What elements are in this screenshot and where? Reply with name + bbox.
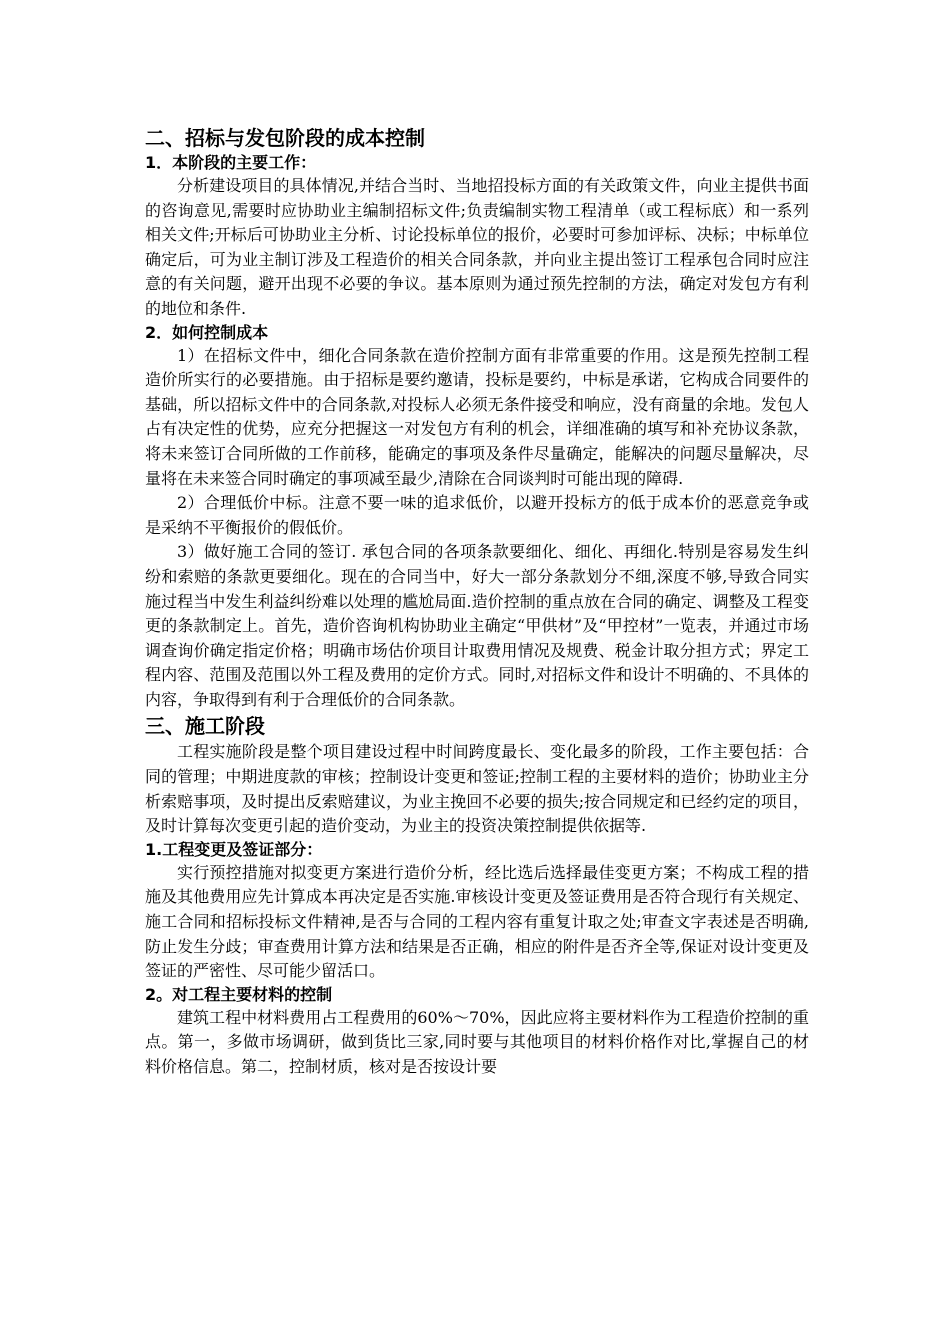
paragraph-main-work: 分析建设项目的具体情况,并结合当时、当地招投标方面的有关政策文件，向业主提供书面的咨询意见,需要时应协助业主编制招标文件;负责编制实物工程清单（或工程标底）和一系列相关文件;开标后可协助业主分析、讨论投标单位的报价，必要时可参加评标、决标；中标单位确定后，可为业主制订涉及工程造价的相关合同条款，并向业主提出签订工程承包合同时应注意的有关问题，避开出现不必要的争议。基本原则为通过预先控制的方法，确定对发包方有利的地位和条件. [145,176,809,318]
section-heading-bidding: 二、招标与发包阶段的成本控制 [145,126,425,150]
paragraph-contract-signing: 3）做好施工合同的签订. 承包合同的各项条款要细化、细化、再细化.特别是容易发生纠纷和索赔的条款更要细化。现在的合同当中，好大一部分条款划分不细,深度不够,导致合同实施过程当中发生利益纠纷难以处理的尴尬局面.造价控制的重点放在合同的确定、调整及工程变更的条款制定上。首先，造价咨询机构协助业主确定“甲供材”及“甲控材”一览表，并通过市场调查询价确定指定价格；明确市场估价项目计取费用情况及规费、税金计取分担方式；界定工程内容、范围及范围以外工程及费用的定价方式。同时,对招标文件和设计不明确的、不具体的内容，争取得到有利于合理低价的合同条款。 [145,542,809,709]
subheading-main-work: 1．本阶段的主要工作： [145,153,317,172]
paragraph-low-price-bid: 2）合理低价中标。注意不要一味的追求低价，以避开投标方的低于成本价的恶意竞争或是采纳不平衡报价的假低价。 [145,493,809,537]
paragraph-materials: 建筑工程中材料费用占工程费用的60%～70%，因此应将主要材料作为工程造价控制的重点。第一，多做市场调研，做到货比三家,同时要与其他项目的材料价格作对比,掌握自己的材料价格信息。第二，控制材质，核对是否按设计要 [145,1007,809,1076]
subheading-change-visa: 1.工程变更及签证部分： [145,839,323,859]
subheading-cost-control: 2．如何控制成本 [145,322,269,342]
document-page [145,124,809,1080]
paragraph-tender-terms: 1）在招标文件中，细化合同条款在造价控制方面有非常重要的作用。这是预先控制工程造价所实行的必要措施。由于招标是要约邀请，投标是要约，中标是承诺，它构成合同要件的基础，所以招标文件中的合同条款,对投标人必须无条件接受和响应，没有商量的余地。发包人占有决定性的优势，应充分把握这一对发包方有利的机会，详细准确的填写和补充协议条款，将未来签订合同所做的工作前移，能确定的事项及条件尽量确定，能解决的问题尽量解决，尽量将在未来签合同时确定的事项减至最少,清除在合同谈判时可能出现的障碍. [145,345,809,488]
subheading-materials: 2。对工程主要材料的控制 [145,984,333,1004]
paragraph-construction-intro: 工程实施阶段是整个项目建设过程中时间跨度最长、变化最多的阶段，工作主要包括：合同的管理；中期进度款的审核；控制设计变更和签证;控制工程的主要材料的造价；协助业主分析索赔事项，及时提出反索赔建议，为业主挽回不必要的损失;按合同规定和已经约定的项目，及时计算每次变更引起的造价变动，为业主的投资决策控制提供依据等. [145,742,809,836]
section-heading-construction: 三、施工阶段 [145,714,265,739]
paragraph-change-visa: 实行预控措施对拟变更方案进行造价分析，经比选后选择最佳变更方案；不构成工程的措施及其他费用应先计算成本再决定是否实施.审核设计变更及签证费用是否符合现行有关规定、施工合同和招标投标文件精神,是否与合同的工程内容有重复计取之处;审查文字表述是否明确,防止发生分歧；审查费用计算方法和结果是否正确，相应的附件是否齐全等,保证对设计变更及签证的严密性、尽可能少留活口。 [145,862,809,981]
